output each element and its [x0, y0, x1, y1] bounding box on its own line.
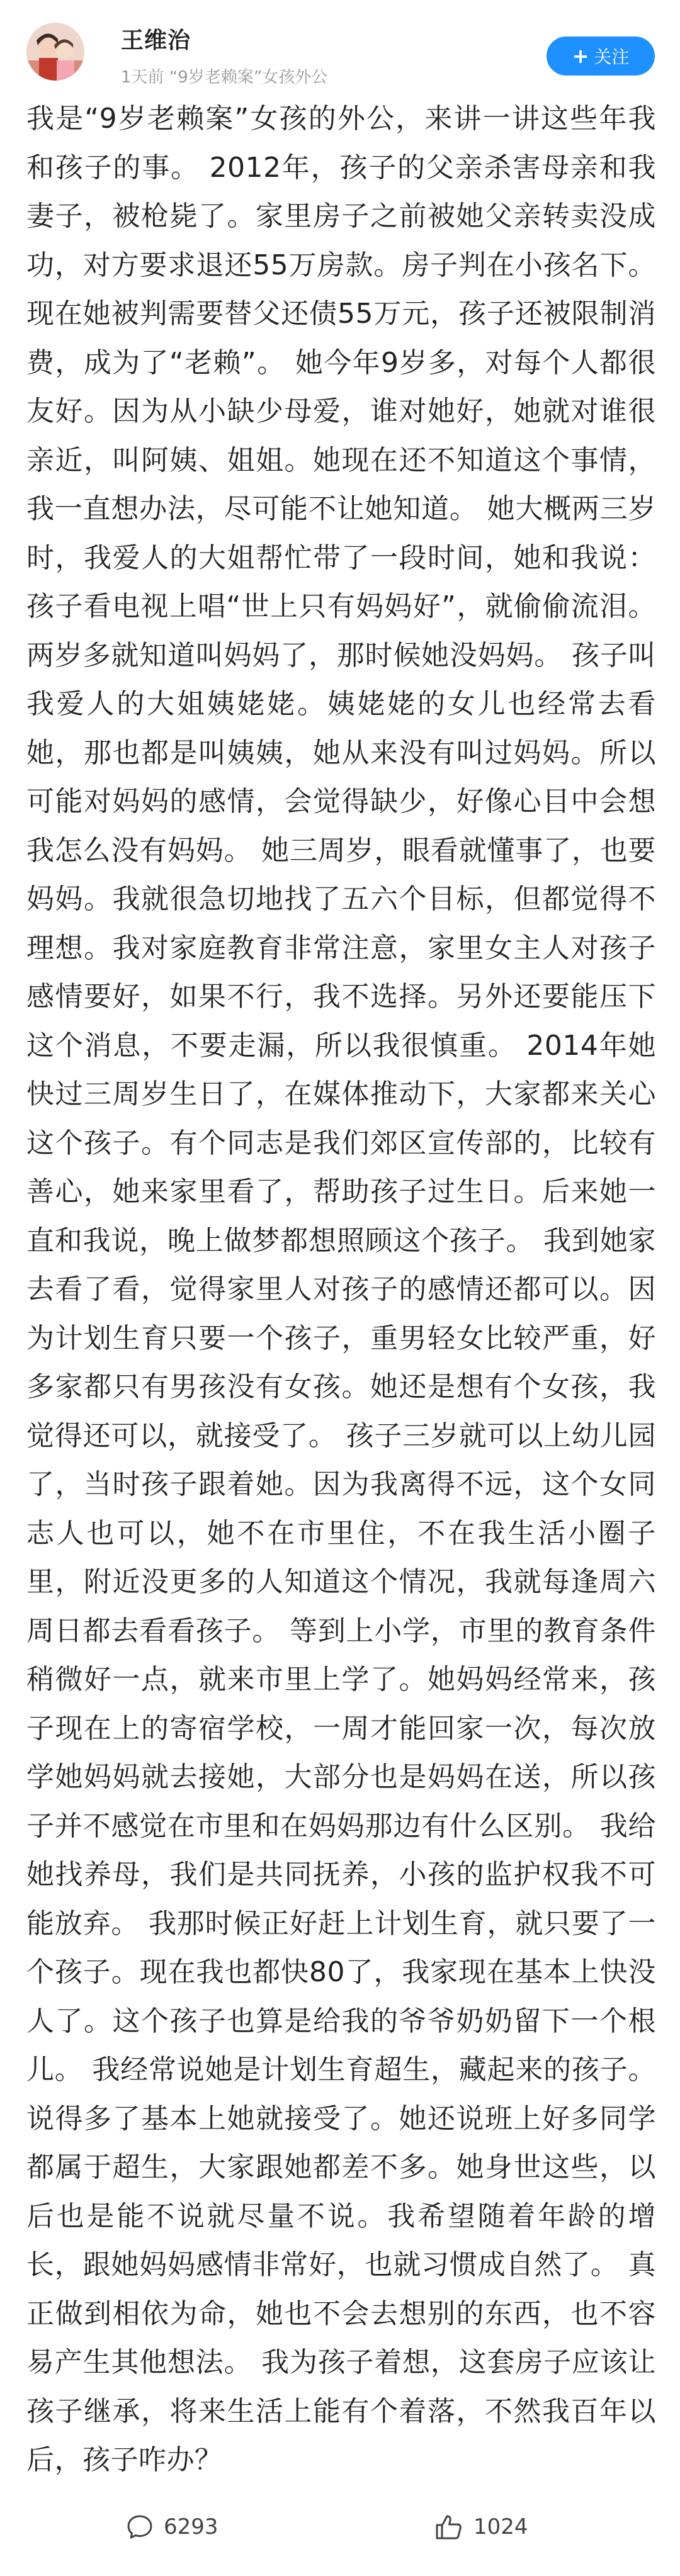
comments-count: 6293	[164, 2514, 218, 2539]
avatar[interactable]	[26, 23, 84, 81]
comments-button[interactable]	[126, 2508, 218, 2546]
follow-button[interactable]	[547, 37, 655, 76]
like-button[interactable]	[434, 2508, 528, 2546]
comment-bubble-icon	[126, 2513, 154, 2541]
post-header	[0, 0, 680, 93]
thumbs-up-icon	[434, 2513, 463, 2541]
follow-label: 关注	[594, 47, 630, 67]
plus-icon: +	[572, 44, 589, 68]
post-footer	[0, 2502, 680, 2552]
post-body-text: 我是“9岁老赖案”女孩的外公，来讲一讲这些年我和孩子的事。 2012年，孩子的父亲杀害母亲和我妻子，被枪毙了。家里房子之前被她父亲转卖没成功，对方要求退还55万房款。房子判在小孩名下。现在她被判需要替父还债55万元，孩子还被限制消费，成为了“老赖”。 她今年9岁多，对每个人都很友好。因为从小缺少母爱，谁对她好，她就对谁很亲近，叫阿姨、姐姐。她现在还不知道这个事情，我一直想办法，尽可能不让她知道。 她大概两三岁时，我爱人的大姐帮忙带了一段时间，她和我说：孩子看电视上唱“世上只有妈妈好”，就偷偷流泪。两岁多就知道叫妈妈了，那时候她没妈妈。 孩子叫我爱人的大姐姨姥姥。姨姥姥的女儿也经常去看她，那也都是叫姨姨，她从来没有叫过妈妈。所以可能对妈妈的感情，会觉得缺少，好像心目中会想我怎么没有妈妈。 她三周岁，眼看就懂事了，也要妈妈。我就很急切地找了五六个目标，但都觉得不理想。我对家庭教育非常注意，家里女主人对孩子感情要好，如果不行，我不选择。另外还要能压下这个消息，不要走漏，所以我很慎重。 2014年她快过三周岁生日了，在媒体推动下，大家都来关心这个孩子。有个同志是我们郊区宣传部的，比较有善心，她来家里看了，帮助孩子过生日。后来她一直和我说，晚上做梦都想照顾这个孩子。 我到她家去看了看，觉得家里人对孩子的感情还都可以。因为计划生育只要一个孩子，重男轻女比较严重，好多家都只有男孩没有女孩。她还是想有个女孩，我觉得还可以，就接受了。 孩子三岁就可以上幼儿园了，当时孩子跟着她。因为我离得不远，这个女同志人也可以，她不在市里住，不在我生活小圈子里，附近没更多的人知道这个情况，我就每逢周六周日都去看看孩子。 等到上小学，市里的教育条件稍微好一点，就来市里上学了。她妈妈经常来，孩子现在上的寄宿学校，一周才能回家一次，每次放学她妈妈就去接她，大部分也是妈妈在送，所以孩子并不感觉在市里和在妈妈那边有什么区别。 我给她找养母，我们是共同抚养，小孩的监护权我不可能放弃。 我那时候正好赶上计划生育，就只要了一个孩子。现在我也都快80了，我家现在基本上快没人了。这个孩子也算是给我的爷爷奶奶留下一个根儿。 我经常说她是计划生育超生，藏起来的孩子。说得多了基本上她就接受了。她还说班上好多同学都属于超生，大家跟她都差不多。她身世这些，以后也是能不说就尽量不说。我希望随着年龄的增长，跟她妈妈感情非常好，也就习惯成自然了。 真正做到相依为命，她也不会去想别的东西，也不容易产生其他想法。 我为孩子着想，这套房子应该让孩子继承，将来生活上能有个着落，不然我百年以后，孩子咋办？	[26, 103, 656, 2476]
likes-count: 1024	[473, 2514, 528, 2539]
avatar-photo	[26, 23, 84, 81]
author-name[interactable]: 王维治	[121, 28, 191, 53]
post-meta: 1天前 “9岁老赖案”女孩外公	[121, 68, 328, 87]
